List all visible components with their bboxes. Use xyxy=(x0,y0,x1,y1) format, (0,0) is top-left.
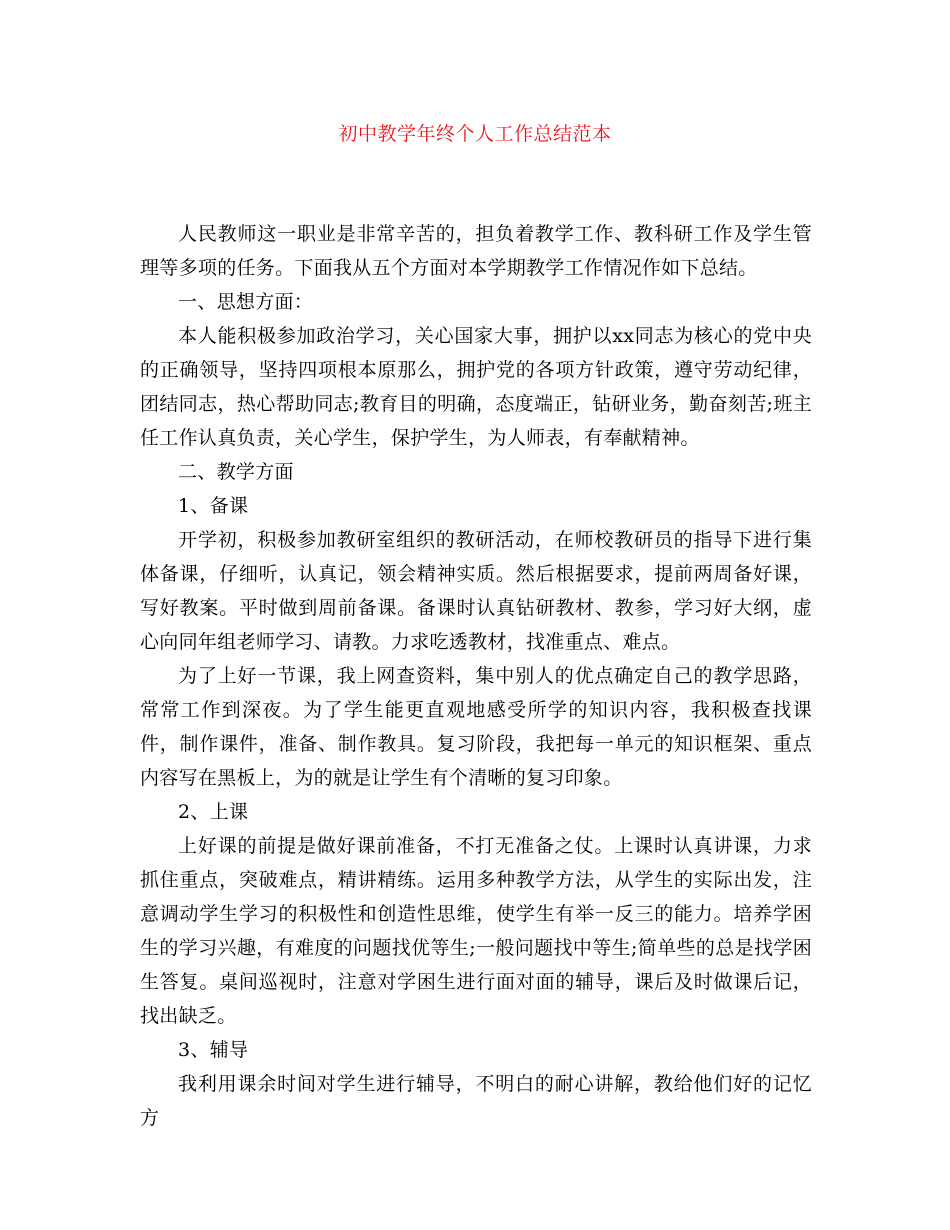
paragraph-thought: 本人能积极参加政治学习，关心国家大事，拥护以xx同志为核心的党中央的正确领导，坚持四项根本原那么，拥护党的各项方针政策，遵守劳动纪律，团结同志，热心帮助同志;教育目的明确，态度端正，钻研业务，勤奋刻苦;班主任工作认真负责，关心学生，保护学生，为人师表，有奉献精神。 xyxy=(140,325,812,449)
paragraph-class: 上好课的前提是做好课前准备，不打无准备之仗。上课时认真讲课，力求抓住重点，突破难点，精讲精练。运用多种教学方法，从学生的实际出发，注意调动学生学习的积极性和创造性思维，使学生有举一反三的能力。培养学困生的学习兴趣，有难度的问题找优等生;一般问题找中等生;简单些的总是找学困生答复。桌间巡视时，注意对学困生进行面对面的辅导，课后及时做课后记，找出缺乏。 xyxy=(140,835,812,1027)
subheading-lesson-prep: 1、备课 xyxy=(178,495,249,517)
paragraph-tutoring: 我利用课余时间对学生进行辅导，不明白的耐心讲解，教给他们好的记忆方 xyxy=(140,1073,812,1129)
paragraph-lesson-prep-1: 开学初，积极参加教研室组织的教研活动，在师校教研员的指导下进行集体备课，仔细听，认真记，领会精神实质。然后根据要求，提前两周备好课，写好教案。平时做到周前备课。备课时认真钻研教材、教参，学习好大纲，虚心向同年组老师学习、请教。力求吃透教材，找准重点、难点。 xyxy=(140,529,812,653)
subheading-class: 2、上课 xyxy=(178,801,249,823)
section-heading-teaching: 二、教学方面 xyxy=(178,461,294,483)
document-body xyxy=(140,217,812,1135)
document-title: 初中教学年终个人工作总结范本 xyxy=(338,123,612,145)
paragraph-lesson-prep-2: 为了上好一节课，我上网查资料，集中别人的优点确定自己的教学思路，常常工作到深夜。为了学生能更直观地感受所学的知识内容，我积极查找课件，制作课件，准备、制作教具。复习阶段，我把每一单元的知识框架、重点内容写在黑板上，为的就是让学生有个清晰的复习印象。 xyxy=(140,665,812,789)
section-heading-thought: 一、思想方面： xyxy=(178,291,314,313)
subheading-tutoring: 3、辅导 xyxy=(178,1039,249,1061)
paragraph-intro: 人民教师这一职业是非常辛苦的，担负着教学工作、教科研工作及学生管理等多项的任务。下面我从五个方面对本学期教学工作情况作如下总结。 xyxy=(140,223,812,279)
